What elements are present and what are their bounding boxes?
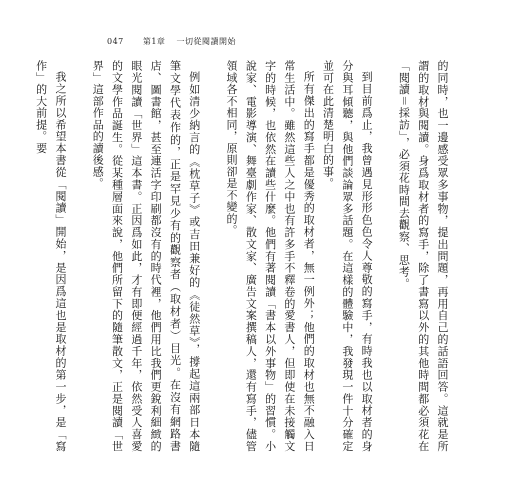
chapter-label: 第1章 [142,37,166,46]
paragraph-gap [376,60,394,452]
paragraph-3: 所有傑出的寫手都是優秀的取材者，無一例外；他們的取材也無不融入日常生活中。雖然這些人之中也有許多手不釋卷的愛書人，但即使在未接觸文字的時候，也依然在讀些什麼。他們有著閱讀「書本以外事物」的習慣。小說家、電影導演、舞臺劇作家、散文家、廣告文案撰稿人，還有寫手，儘管領域各不相同，原則卻是不變的。 [225,60,316,452]
running-header [107,36,236,47]
paragraph-gap [204,60,222,452]
paragraph-2: 到目前爲止，我曾遇見形形色色令人尊敬的寫手，有時我也以取材者的身分與耳傾聽，與他們談論眾多話題。在這樣的體驗中，我發現一件十分確定並可在此清楚明白的事。 [321,60,374,452]
paragraph-4: 例如清少納言的《枕草子》或吉田兼好的《徒然草》，撐起這兩部日本隨筆文學代表作的，正是罕見少有的觀察者（取材者）目光。在沒有網路書店、圖書館，甚至連活字印刷都沒有的時代裡，他們用比我們更銳利細緻的眼光閱讀「世界」這本書。正因爲如此，才有即便經過千年，依然受人喜愛的文學作品誕生。從某種層面來說，他們所留下的隨筆散文，正是閱讀「世界」這部作品的讀後感。 [91,60,201,452]
paragraph-gap [70,60,88,452]
vertical-body-text [31,60,452,452]
page-number: 047 [107,37,124,46]
paragraph-1: 的同時，也一邊感受眾多事物，提出問題，再用自己的話語回答。這就是所謂的取材與閱讀。身爲取材者的寫手，除了書寫以外的其他時間都必須花在「閱讀＝採訪」，必須花時間去觀察、思考。 [397,60,449,452]
chapter-title: 一切從閱讀開始 [176,37,236,46]
paragraph-5: 我之所以希望本書從「閱讀」開始，是因爲這也是取材的第一步，是「寫作」的大前提。要 [34,60,67,452]
